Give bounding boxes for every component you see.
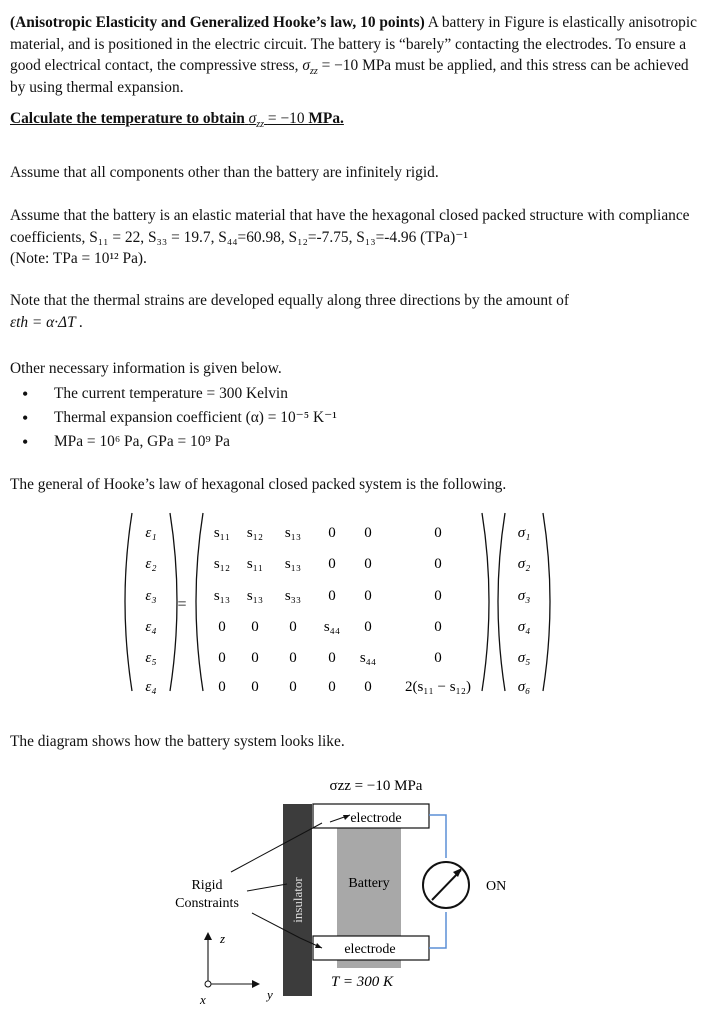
problem-intro: A battery in Figure is elastically anisotropic material, and is positioned in the electric circuit. The battery is “barely” contacting the electrodes. To ensure a good electrical contact, the compressive stress, <box>10 14 697 74</box>
stress-value: = −10 <box>321 57 359 74</box>
strain-component: ε₃ <box>145 588 157 604</box>
assumption-rigid: Assume that all components other than the battery are infinitely rigid. <box>10 164 439 181</box>
stress-symbol: σ <box>302 57 310 74</box>
matrix-cell: 0 <box>434 556 442 572</box>
z-axis-label: z <box>220 931 226 946</box>
diagram-intro: The diagram shows how the battery system looks like. <box>10 733 345 750</box>
matrix-right-paren <box>482 513 489 691</box>
matrix-cell: s₁₁ <box>213 525 231 541</box>
matrix-left-paren <box>196 513 203 691</box>
top-electrode-label: electrode <box>350 811 402 826</box>
compliance-coefficients: S₁₁ = 22, S₃₃ = 19.7, S₄₄=60.98, S₁₂=-7.75, S₁₃=-4.96 (TPa)⁻¹ <box>89 228 468 246</box>
problem-intro-end: MPa must be applied, and this stress can be achieved by using thermal expansion. <box>10 57 689 96</box>
stress-left-paren <box>498 513 505 691</box>
matrix-cell: s₁₃ <box>284 525 302 541</box>
matrix-cell: 0 <box>434 525 442 541</box>
matrix-cell: 0 <box>218 619 226 635</box>
list-item: • The current temperature = 300 Kelvin <box>22 382 337 406</box>
matrix-cell: s₁₃ <box>284 556 302 572</box>
matrix-cell: 0 <box>434 619 442 635</box>
matrix-cell: 0 <box>364 588 372 604</box>
y-axis-label: y <box>267 987 273 1002</box>
matrix-cell: 0 <box>289 619 297 635</box>
info-list <box>22 382 337 454</box>
matrix-cell: s₃₃ <box>284 588 302 604</box>
top-wire <box>429 815 446 858</box>
strain-right-paren <box>170 513 177 691</box>
stress-subscript: zz <box>309 66 318 78</box>
matrix-cell: 0 <box>434 650 442 666</box>
switch-state-label: ON <box>486 879 507 894</box>
matrix-cell: s₁₃ <box>213 588 231 604</box>
stress-component: σ₅ <box>517 650 531 666</box>
list-item: • Thermal expansion coefficient (α) = 10⁻⁵ K⁻¹ <box>22 406 337 430</box>
task-line: Calculate the temperature to obtain $\sigma_{zz} = -10$ MPa. <box>10 110 344 131</box>
task-label: Calculate the temperature to obtain <box>10 110 245 127</box>
stress-component: σ₁ <box>517 525 531 541</box>
list-item: • MPa = 10⁶ Pa, GPa = 10⁹ Pa <box>22 430 337 454</box>
matrix-cell: 0 <box>364 525 372 541</box>
matrix-cell: 0 <box>328 679 336 695</box>
stress-component: σ₄ <box>517 619 531 635</box>
strain-component: ε₄ <box>145 619 157 635</box>
strain-component: ε₁ <box>145 525 157 541</box>
task-stress-symbol: σ <box>248 110 257 127</box>
matrix-cell: s₁₃ <box>246 588 264 604</box>
matrix-cell: 0 <box>434 588 442 604</box>
matrix-cell: 0 <box>364 619 372 635</box>
bottom-wire <box>429 912 446 948</box>
matrix-cell: 0 <box>364 556 372 572</box>
stress-component: σ₃ <box>517 588 531 604</box>
equals-sign: = <box>177 596 187 613</box>
matrix-cell: 0 <box>218 679 226 695</box>
hooke-matrix-equation <box>0 505 703 705</box>
matrix-cell: 0 <box>328 588 336 604</box>
assumption-elastic <box>10 205 700 270</box>
problem-heading: (Anisotropic Elasticity and Generalized Hooke’s law, 10 points) <box>10 14 425 31</box>
matrix-cell: 0 <box>251 679 259 695</box>
temperature-label: T = 300 K <box>331 974 393 990</box>
thermal-note <box>10 290 700 333</box>
matrix-cell: 0 <box>328 650 336 666</box>
matrix-cell: s₄₄ <box>323 619 341 635</box>
strain-component: ε₅ <box>145 650 157 666</box>
applied-stress-label: σzz = −10 MPa <box>329 778 423 794</box>
thermal-strain-formula: εth = α·ΔT . <box>10 313 84 331</box>
hooke-intro: The general of Hooke’s law of hexagonal closed packed system is the following. <box>10 476 507 493</box>
matrix-cell: 0 <box>328 525 336 541</box>
matrix-cell: 2(s₁₁ − s₁₂) <box>404 679 472 695</box>
problem-statement <box>10 12 700 98</box>
matrix-cell: 0 <box>328 556 336 572</box>
matrix-cell: 0 <box>251 619 259 635</box>
rigid-label: Rigid <box>191 878 223 893</box>
info-header: Other necessary information is given below. <box>10 360 282 377</box>
stress-right-paren <box>543 513 550 691</box>
stress-component: σ₆ <box>517 679 531 695</box>
bottom-electrode-label: electrode <box>344 942 396 957</box>
matrix-cell: s₁₂ <box>213 556 231 572</box>
stress-component: σ₂ <box>517 556 531 572</box>
constraint-pointer-middle <box>247 884 287 891</box>
task-value: = −10 <box>267 110 305 127</box>
matrix-cell: s₄₄ <box>359 650 377 666</box>
matrix-cell: 0 <box>289 650 297 666</box>
matrix-cell: s₁₁ <box>246 556 264 572</box>
matrix-cell: s₁₂ <box>246 525 264 541</box>
task-stress-subscript: zz <box>256 119 265 131</box>
matrix-cell: 0 <box>251 650 259 666</box>
strain-left-paren <box>125 513 132 691</box>
z-axis-arrowhead <box>204 932 212 940</box>
strain-component: ε₄ <box>145 679 157 695</box>
task-unit: MPa <box>308 110 341 127</box>
assumption-elastic-text: Assume that the battery is an elastic material that have the hexagonal closed packed structure with compliance coefficients, <box>10 207 690 246</box>
battery-label: Battery <box>348 876 390 891</box>
matrix-cell: 0 <box>289 679 297 695</box>
thermal-note-text: Note that the thermal strains are developed equally along three directions by the amount of <box>10 292 570 309</box>
matrix-cell: 0 <box>364 679 372 695</box>
x-axis-origin <box>205 981 211 987</box>
insulator-label: insulator <box>290 877 305 923</box>
matrix-cell: 0 <box>218 650 226 666</box>
tpa-note: (Note: TPa = 10¹² Pa). <box>10 250 147 267</box>
x-axis-label: x <box>200 992 206 1007</box>
battery-diagram <box>0 760 703 1024</box>
y-axis-arrowhead <box>252 980 260 988</box>
strain-component: ε₂ <box>145 556 157 572</box>
constraints-label: Constraints <box>175 896 239 911</box>
